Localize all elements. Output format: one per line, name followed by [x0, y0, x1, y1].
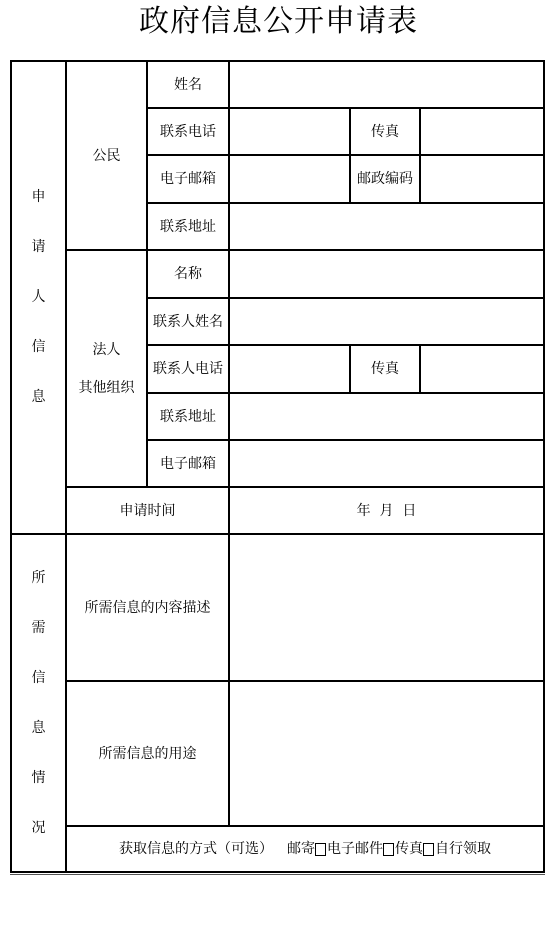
section-char: 情	[31, 770, 46, 786]
name-label: 姓名	[174, 76, 202, 93]
content-description-field[interactable]	[230, 535, 543, 680]
address-label: 联系地址	[160, 218, 216, 235]
email-label: 电子邮箱	[160, 171, 216, 187]
purpose-label: 所需信息的用途	[98, 745, 197, 762]
method-fax-option: 传真	[395, 841, 423, 857]
section-char: 信	[31, 339, 46, 355]
section-applicant-info	[12, 172, 65, 422]
purpose-field[interactable]	[230, 682, 543, 825]
org-name-field[interactable]	[230, 251, 543, 297]
section-char: 人	[31, 289, 46, 305]
legal-label-line2: 其他组织	[78, 379, 135, 396]
contact-phone-field[interactable]	[230, 346, 349, 392]
section-char: 需	[31, 620, 46, 636]
method-email-option: 电子邮件	[327, 841, 383, 857]
section-char: 息	[31, 720, 46, 736]
method-pickup-option: 自行领取	[435, 841, 491, 857]
retrieval-method-label: 获取信息的方式（可选）	[119, 841, 273, 857]
border-bottom	[10, 871, 545, 873]
section-char: 请	[31, 239, 46, 255]
section-char: 所	[31, 570, 46, 586]
address-field[interactable]	[230, 204, 543, 249]
email-field[interactable]	[230, 156, 349, 202]
section-char: 申	[31, 189, 46, 205]
phone-field[interactable]	[230, 109, 349, 154]
fax-label: 传真	[371, 123, 399, 140]
method-mail-checkbox[interactable]	[315, 843, 326, 856]
form-title: 政府信息公开申请表	[139, 4, 418, 39]
border-right	[543, 60, 545, 873]
section-char: 信	[31, 670, 46, 686]
section-char: 息	[31, 389, 46, 405]
contact-name-field[interactable]	[230, 299, 543, 344]
apply-date-field[interactable]: 年 月 日	[356, 502, 417, 519]
legal-email-label: 电子邮箱	[160, 455, 216, 472]
legal-fax-field[interactable]	[421, 346, 543, 392]
section-required-info	[12, 553, 65, 853]
method-email-checkbox[interactable]	[383, 843, 394, 856]
legal-fax-label: 传真	[371, 361, 399, 377]
border-bottom-double	[10, 874, 545, 875]
fax-field[interactable]	[421, 109, 543, 154]
contact-phone-label: 联系人电话	[153, 361, 223, 377]
method-mail-option: 邮寄	[287, 841, 315, 857]
citizen-label: 公民	[92, 147, 121, 164]
legal-email-field[interactable]	[230, 441, 543, 486]
org-name-label: 名称	[174, 266, 202, 282]
legal-address-field[interactable]	[230, 394, 543, 439]
apply-time-label: 申请时间	[119, 502, 176, 519]
content-description-label: 所需信息的内容描述	[84, 599, 211, 616]
name-field[interactable]	[230, 62, 543, 107]
retrieval-method-row	[67, 827, 543, 871]
contact-name-label: 联系人姓名	[153, 313, 223, 330]
method-fax-checkbox[interactable]	[423, 843, 434, 856]
section-char: 况	[31, 820, 46, 836]
legal-address-label: 联系地址	[160, 408, 216, 425]
postcode-field[interactable]	[421, 156, 543, 202]
phone-label: 联系电话	[160, 123, 216, 140]
legal-person-label	[67, 251, 146, 486]
legal-label-line1: 法人	[92, 341, 121, 358]
postcode-label: 邮政编码	[357, 171, 413, 187]
